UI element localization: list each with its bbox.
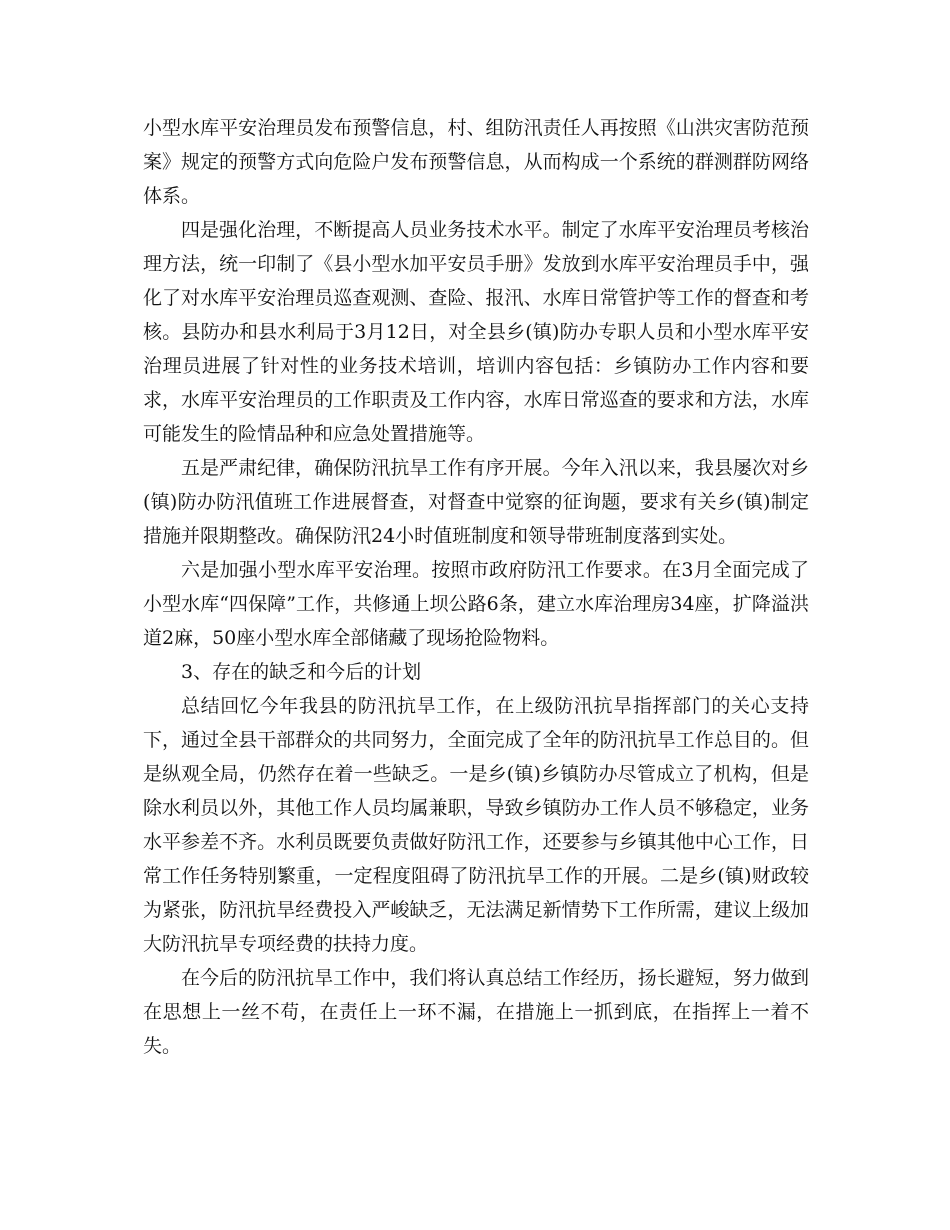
paragraph-continuation: 小型水库平安治理员发布预警信息，村、组防汛责任人再按照《山洪灾害防范预案》规定的预警方式向危险户发布预警信息，从而构成一个系统的群测群防网络体系。	[143, 117, 809, 207]
document-body	[143, 111, 809, 1063]
paragraph-future-plan: 在今后的防汛抗旱工作中，我们将认真总结工作经历，扬长避短，努力做到在思想上一丝不苟，在责任上一环不漏，在措施上一抓到底，在指挥上一着不失。	[143, 967, 809, 1057]
paragraph-discipline: 五是严肃纪律，确保防汛抗旱工作有序开展。今年入汛以来，我县屡次对乡(镇)防办防汛值班工作进展督查，对督查中觉察的征询题，要求有关乡(镇)制定措施并限期整改。确保防汛24小时值班制度和领导带班制度落到实处。	[143, 457, 809, 547]
paragraph-summary: 总结回忆今年我县的防汛抗旱工作，在上级防汛抗旱指挥部门的关心支持下，通过全县干部群众的共同努力，全面完成了全年的防汛抗旱工作总目的。但是纵观全局，仍然存在着一些缺乏。一是乡(镇)乡镇防办尽管成立了机构，但是除水利员以外，其他工作人员均属兼职，导致乡镇防办工作人员不够稳定，业务水平参差不齐。水利员既要负责做好防汛工作，还要参与乡镇其他中心工作，日常工作任务特别繁重，一定程度阻碍了防汛抗旱工作的开展。二是乡(镇)财政较为紧张，防汛抗旱经费投入严峻缺乏，无法满足新情势下工作所需，建议上级加大防汛抗旱专项经费的扶持力度。	[143, 695, 809, 955]
paragraph-management: 四是强化治理，不断提高人员业务技术水平。制定了水库平安治理员考核治理方法，统一印制了《县小型水加平安员手册》发放到水库平安治理员手中，强化了对水库平安治理员巡查观测、查险、报汛、水库日常管护等工作的督查和考核。县防办和县水利局于3月12日，对全县乡(镇)防办专职人员和小型水库平安治理员进展了针对性的业务技术培训，培训内容包括：乡镇防办工作内容和要求，水库平安治理员的工作职责及工作内容，水库日常巡查的要求和方法，水库可能发生的险情品种和应急处置措施等。	[143, 219, 809, 445]
paragraph-reservoir-safety: 六是加强小型水库平安治理。按照市政府防汛工作要求。在3月全面完成了小型水库“四保障”工作，共修通上坝公路6条，建立水库治理房34座，扩降溢洪道2麻，50座小型水库全部储藏了现场抢险物料。	[143, 559, 809, 649]
section-heading: 3、存在的缺乏和今后的计划	[181, 661, 422, 683]
